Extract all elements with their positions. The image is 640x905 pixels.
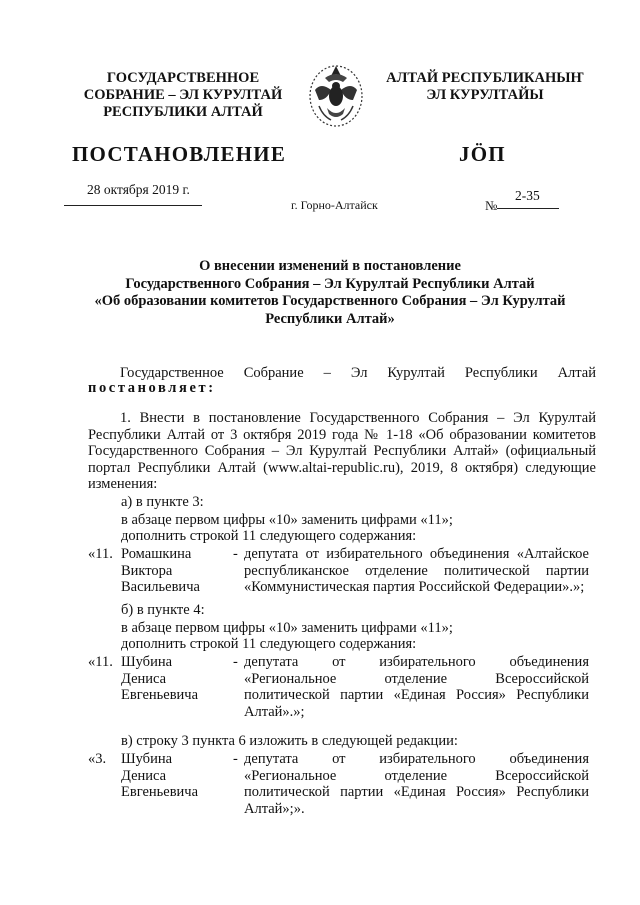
header-left: [58, 70, 308, 121]
row-number: «11.: [88, 654, 113, 670]
doc-date: 28 октября 2019 г.: [87, 182, 190, 197]
row-name-line: Евгеньевича: [121, 687, 199, 703]
row-desc-line: политической партии «Единая Россия» Республики: [244, 687, 589, 703]
row-description: [244, 546, 589, 596]
header-left-line: РЕСПУБЛИКИ АЛТАЙ: [103, 104, 263, 120]
intro-word: Собрание: [243, 365, 304, 381]
doc-city: г. Горно-Алтайск: [291, 198, 378, 212]
row-name-line: Васильевича: [121, 579, 200, 595]
row-name-line: Дениса: [121, 767, 167, 784]
header-right: [370, 70, 600, 104]
document-title: [70, 258, 590, 328]
item-1-line: портал Республики Алтай (www.altai-republic.ru), 2019, 8 октября) следующие: [88, 459, 596, 476]
item-1-line: 1. Внести в постановление Государственного Собрания – Эл Курултай: [120, 410, 596, 426]
header-left-line: СОБРАНИЕ – ЭЛ КУРУЛТАЙ: [83, 87, 283, 103]
row-dash: -: [233, 654, 238, 670]
section-c-row: [88, 751, 593, 821]
row-name: [121, 654, 231, 704]
section-a-label: а) в пункте 3:: [121, 494, 204, 510]
title-line: Республики Алтай»: [265, 310, 395, 327]
number-underline: [497, 208, 559, 209]
intro-word: Эл: [350, 365, 368, 381]
doc-type-left: ПОСТАНОВЛЕНИЕ: [72, 142, 287, 166]
row-desc-line: «Региональное отделение Всероссийской: [244, 670, 589, 687]
row-desc-line: республиканское отделение политической партии: [244, 562, 589, 579]
altai-emblem-icon: [305, 56, 367, 130]
doc-type-right: ЈӦП: [459, 142, 506, 166]
item-1-line: Государственного Собрания – Эл Курултай Республики Алтай» (официальный: [88, 443, 596, 459]
row-name: [121, 546, 231, 596]
row-description: [244, 654, 589, 720]
row-name-line: Ромашкина: [121, 546, 192, 562]
row-desc-line: «Коммунистическая партия Российской Федерации».»;: [244, 579, 585, 595]
section-a-line: дополнить строкой 11 следующего содержания:: [121, 528, 417, 544]
intro-word: –: [323, 365, 331, 381]
intro-word: Республики: [464, 365, 538, 381]
intro-word: Курултай: [387, 365, 445, 381]
date-underline: [64, 205, 202, 206]
intro-word: Государственное: [120, 365, 224, 381]
section-b-line: дополнить строкой 11 следующего содержания:: [121, 636, 417, 652]
section-b-label: б) в пункте 4:: [121, 602, 205, 618]
row-number: «3.: [88, 751, 107, 767]
row-desc-line: депутата от избирательного объединения: [244, 654, 589, 670]
row-name-line: Виктора: [121, 562, 173, 579]
title-line: «Об образовании комитетов Государственного Собрания – Эл Курултай: [94, 293, 566, 309]
header-left-line: ГОСУДАРСТВЕННОЕ: [106, 70, 260, 86]
row-name: [121, 751, 231, 801]
section-a-line: в абзаце первом цифры «10» заменить цифрами «11»;: [121, 512, 453, 528]
row-number: «11.: [88, 546, 113, 562]
row-desc-line: «Региональное отделение Всероссийской: [244, 767, 589, 784]
row-dash: -: [233, 751, 238, 767]
item-1-line: Республики Алтай от 3 октября 2019 года № 1-18 «Об образовании комитетов: [88, 426, 596, 443]
row-desc-line: депутата от избирательного объединения «Алтайское: [244, 546, 589, 562]
row-description: [244, 751, 589, 817]
row-desc-line: депутата от избирательного объединения: [244, 751, 589, 767]
row-name-line: Евгеньевича: [121, 784, 199, 800]
title-line: О внесении изменений в постановление: [199, 258, 461, 274]
section-a-row: [88, 546, 593, 598]
section-b-line: в абзаце первом цифры «10» заменить цифрами «11»;: [121, 620, 453, 636]
row-name-line: Шубина: [121, 654, 173, 670]
item-1-line: изменения:: [88, 476, 158, 492]
row-dash: -: [233, 546, 238, 562]
title-line: Государственного Собрания – Эл Курултай Республики Алтай: [125, 275, 535, 292]
section-c-label: в) строку 3 пункта 6 изложить в следующей редакции:: [121, 733, 458, 749]
item-1-paragraph: [88, 410, 596, 493]
header-right-line: АЛТАЙ РЕСПУБЛИКАНЫҤ: [386, 70, 584, 86]
doc-number: 2-35: [515, 188, 540, 203]
row-desc-line: Алтай»;».: [244, 800, 305, 817]
number-label: №: [485, 198, 498, 213]
row-name-line: Дениса: [121, 670, 167, 687]
section-b-row: [88, 654, 593, 724]
row-desc-line: политической партии «Единая Россия» Республики: [244, 784, 589, 800]
intro-word: Алтай: [557, 365, 596, 381]
row-desc-line: Алтай».»;: [244, 703, 305, 720]
row-name-line: Шубина: [121, 751, 173, 767]
intro-resolves: постановляет:: [88, 380, 216, 396]
header-right-line: ЭЛ КУРУЛТАЙЫ: [426, 87, 544, 103]
